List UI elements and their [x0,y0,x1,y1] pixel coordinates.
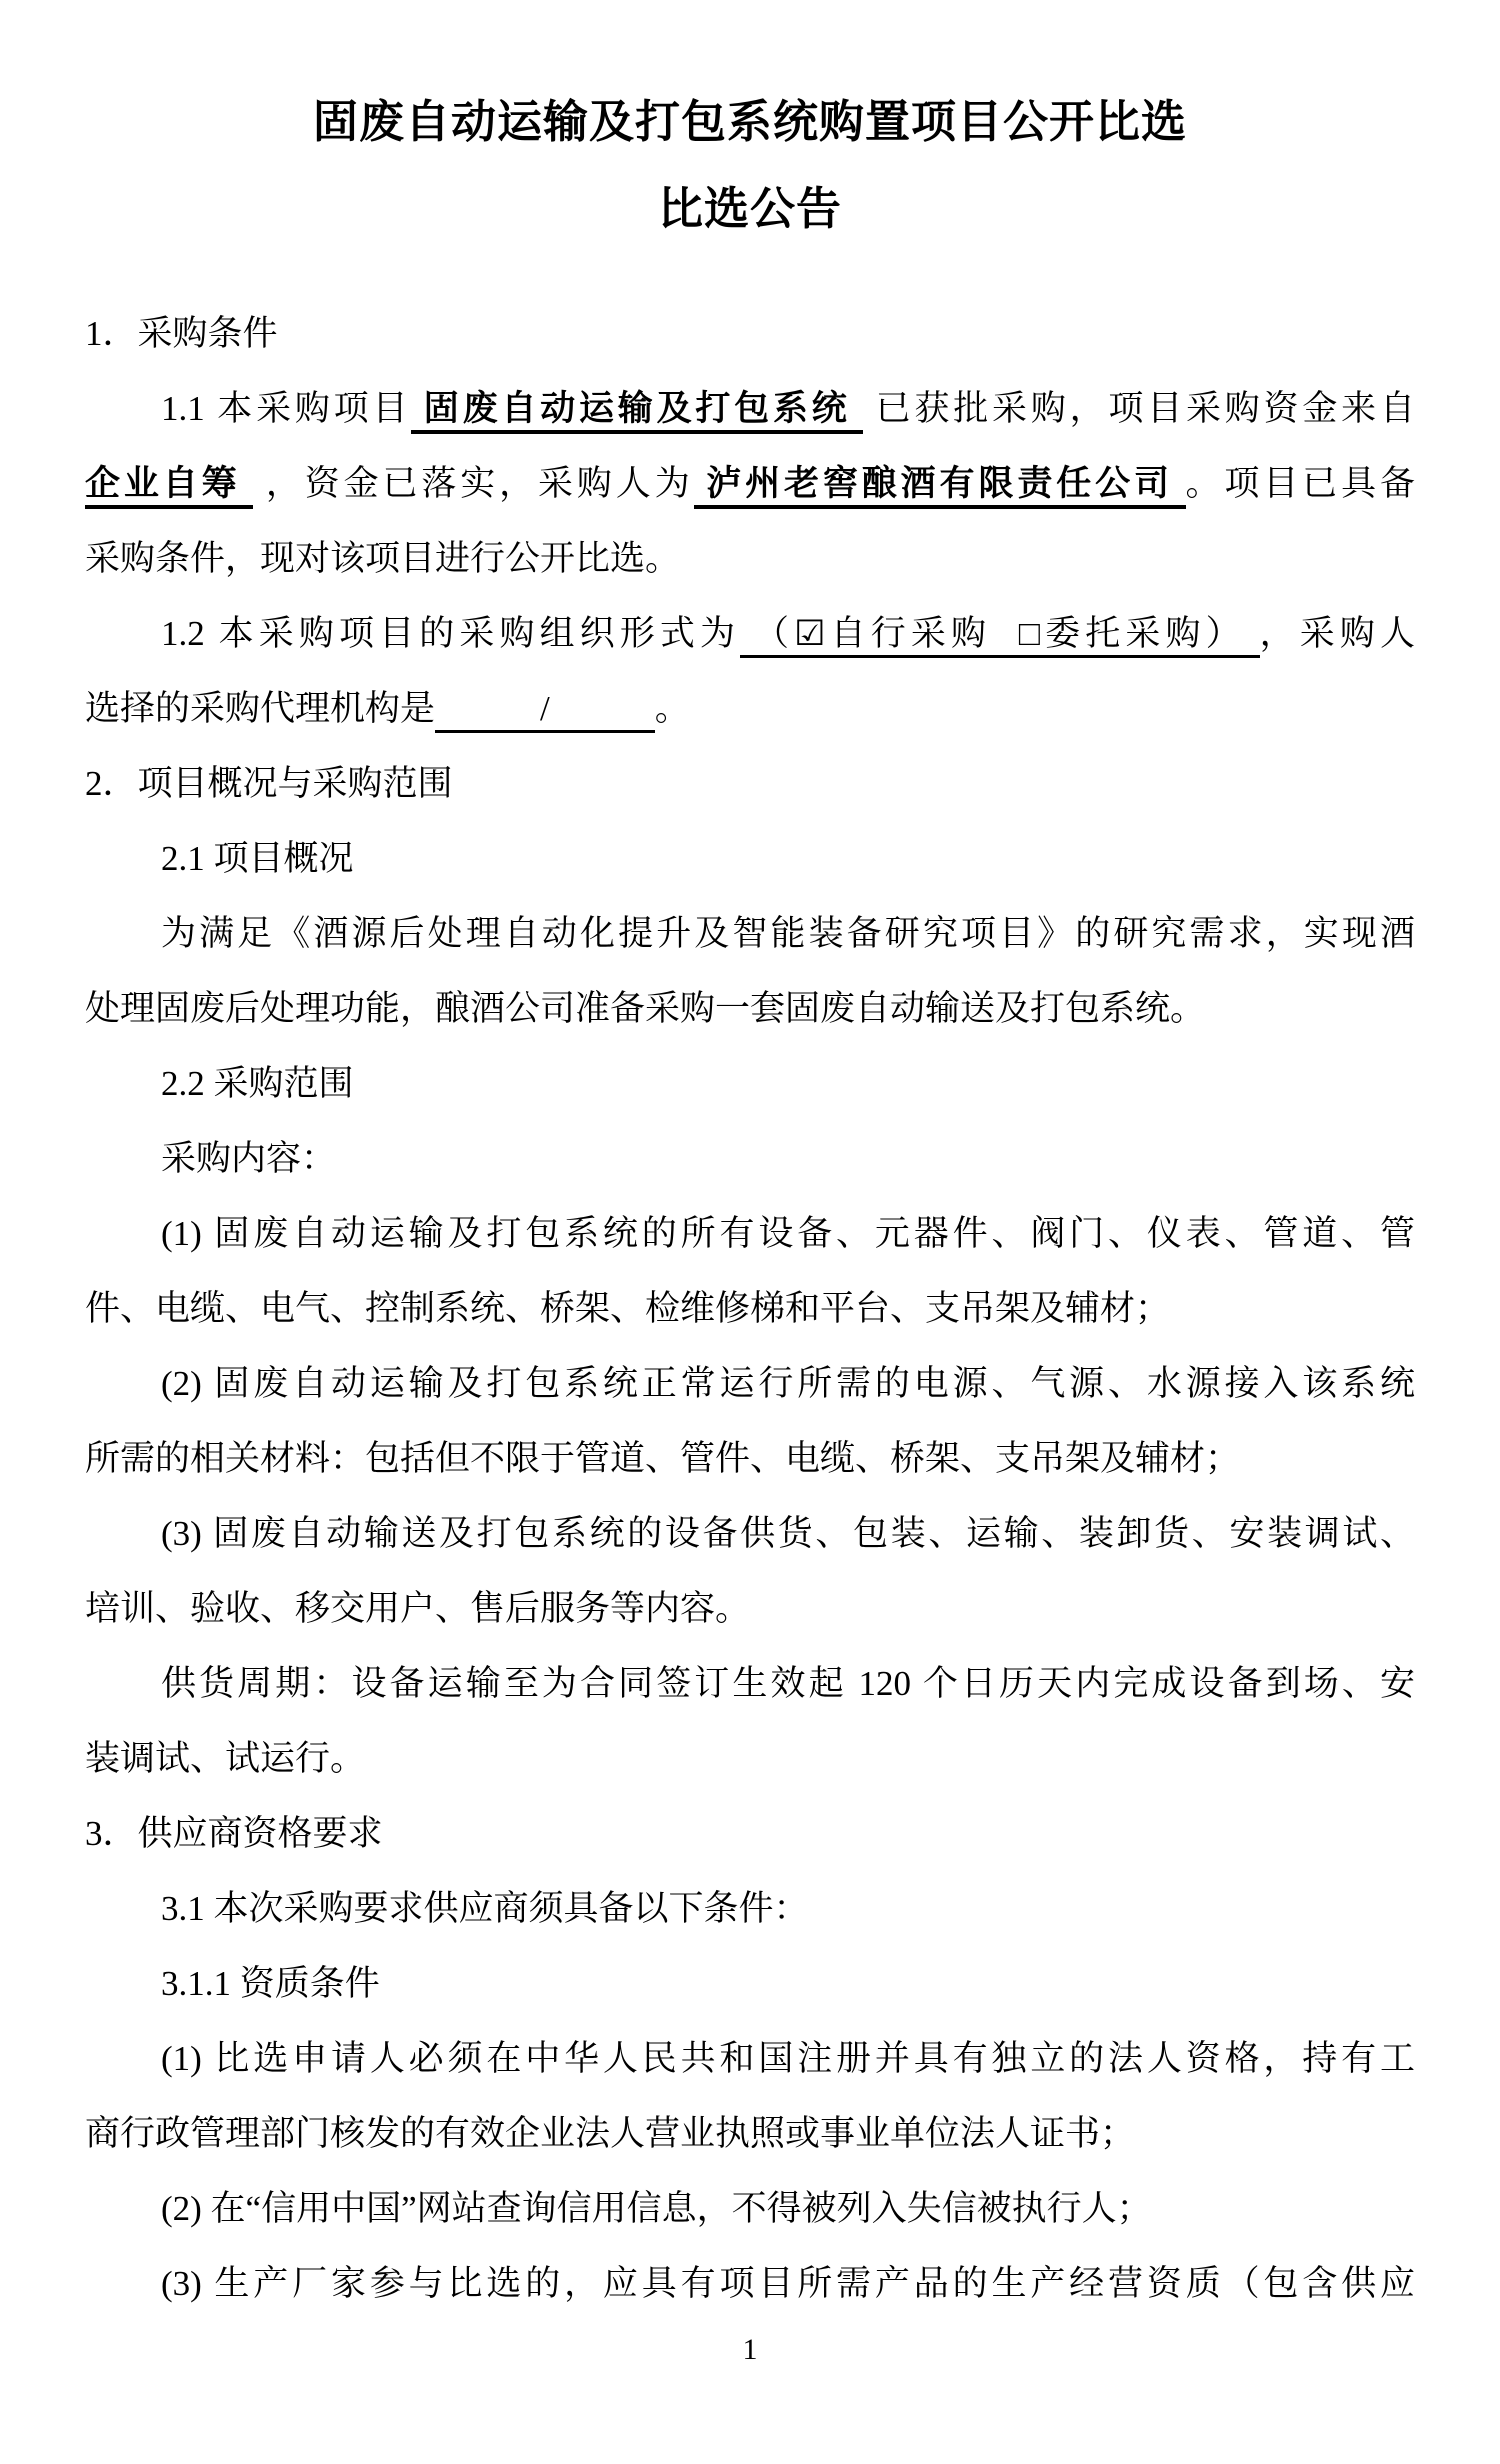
text-segment: (2) 在“信用中国”网站查询信用信息，不得被列入失信被执行人； [161,2189,1152,2228]
section-heading [85,1046,1415,1121]
text-segment: 1.1 本采购项目 [161,389,412,428]
text-segment: 已获批采购，项目采购资金来自 [863,389,1415,428]
paragraph-line [85,1571,1415,1646]
paragraph-line [85,1421,1415,1496]
section-heading [85,1796,1415,1871]
paragraph-line [85,1646,1415,1721]
section-heading [85,1946,1415,2021]
text-segment: 处理固废后处理功能，酿酒公司准备采购一套固废自动输送及打包系统。 [85,989,1206,1028]
text-segment: 1．采购条件 [85,314,278,353]
page-number: 1 [742,2333,758,2366]
text-segment: 3.1.1 资质条件 [161,1964,380,2003]
paragraph-line [85,1121,1415,1196]
text-segment: (3) 固废自动输送及打包系统的设备供货、包装、运输、装卸货、安装调试、 [161,1514,1415,1553]
paragraph-line [85,1721,1415,1796]
text-segment: (1) 比选申请人必须在中华人民共和国注册并具有独立的法人资格，持有工 [161,2039,1415,2078]
underlined-text: （☑自行采购 □委托采购） [740,614,1259,658]
text-segment: 供货周期：设备运输至为合同签订生效起 120 个日历天内完成设备到场、安 [161,1664,1415,1703]
paragraph-line [85,896,1415,971]
underlined-text: 企业自筹 [85,464,253,509]
paragraph-line [85,521,1415,596]
text-segment: 2.2 采购范围 [161,1064,354,1103]
text-segment: 3.1 本次采购要求供应商须具备以下条件： [161,1889,809,1928]
paragraph-line [85,2246,1415,2321]
section-heading [85,296,1415,371]
paragraph-line [85,671,1415,746]
text-segment: 商行政管理部门核发的有效企业法人营业执照或事业单位法人证书； [85,2114,1136,2153]
text-segment: 为满足《酒源后处理自动化提升及智能装备研究项目》的研究需求，实现酒 [161,914,1415,953]
paragraph-line [85,1346,1415,1421]
section-heading [85,1871,1415,1946]
paragraph-line [85,2096,1415,2171]
text-segment: 装调试、试运行。 [85,1739,366,1778]
text-segment: 所需的相关材料：包括但不限于管道、管件、电缆、桥架、支吊架及辅材； [85,1439,1241,1478]
text-segment: 。 [654,689,690,728]
text-segment: 2.1 项目概况 [161,839,354,878]
text-segment: 采购条件，现对该项目进行公开比选。 [85,539,681,578]
paragraph-line [85,1196,1415,1271]
section-heading [85,821,1415,896]
text-segment: 。项目已具备 [1185,464,1415,503]
paragraph-line [85,1496,1415,1571]
paragraph-line [85,1271,1415,1346]
text-segment: 1.2 本采购项目的采购组织形式为 [161,614,741,653]
paragraph-line [85,2021,1415,2096]
paragraph-line [85,2171,1415,2246]
text-segment: (2) 固废自动运输及打包系统正常运行所需的电源、气源、水源接入该系统 [161,1364,1415,1403]
paragraph-line [85,596,1415,671]
text-segment: 件、电缆、电气、控制系统、桥架、检维修梯和平台、支吊架及辅材； [85,1289,1171,1328]
text-segment: (1) 固废自动运输及打包系统的所有设备、元器件、阀门、仪表、管道、管 [161,1214,1415,1253]
text-segment: 选择的采购代理机构是 [85,689,436,728]
document-title-line-2: 比选公告 [657,184,842,234]
underlined-text: 泸州老窖酿酒有限责任公司 [694,464,1186,509]
paragraph-line [85,446,1415,521]
underlined-text: 固废自动运输及打包系统 [411,389,863,434]
paragraph-line [85,971,1415,1046]
text-segment: 采购内容： [161,1139,337,1178]
paragraph-line [85,371,1415,446]
text-segment: 3．供应商资格要求 [85,1814,383,1853]
text-segment: ，资金已落实，采购人为 [253,464,694,503]
section-heading [85,746,1415,821]
underlined-text: / [435,689,655,733]
text-segment: ，采购人 [1259,614,1415,653]
document-title [0,79,1500,253]
text-segment: 2．项目概况与采购范围 [85,764,453,803]
text-segment: 培训、验收、移交用户、售后服务等内容。 [85,1589,751,1628]
document-title-line-1: 固废自动运输及打包系统购置项目公开比选 [312,97,1187,147]
text-segment: (3) 生产厂家参与比选的，应具有项目所需产品的生产经营资质（包含供应 [161,2264,1415,2303]
